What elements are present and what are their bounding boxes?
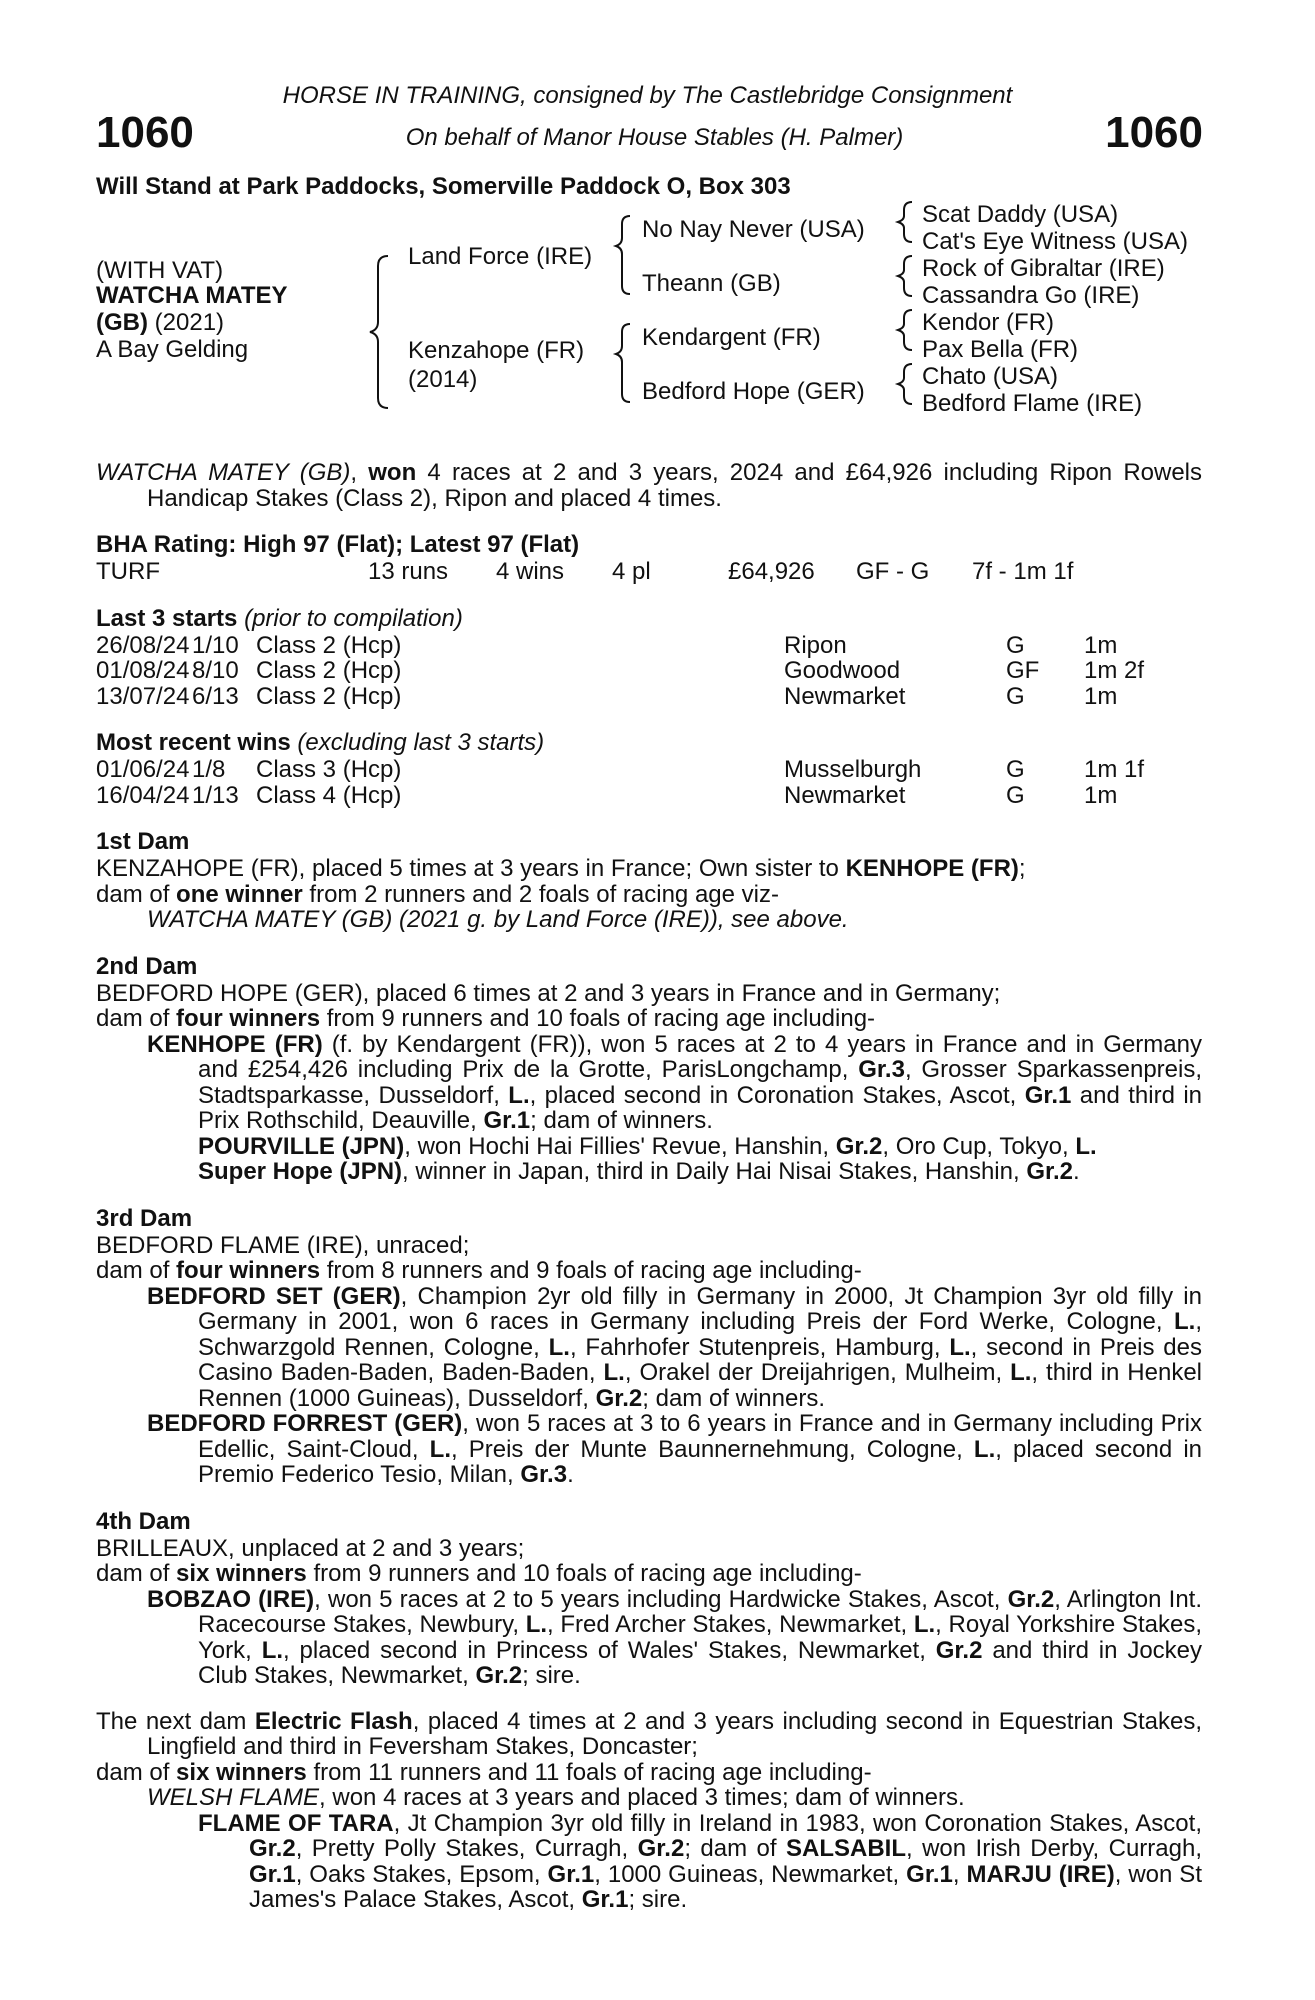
t: , Jt Champion 3yr old filly in Ireland in 1983, won Coronation Stakes, Ascot, (393, 1809, 1202, 1837)
t: , won 5 races at 3 to 6 years in France and in Germany including Prix Edellic, Saint-Cloud, (198, 1410, 1202, 1463)
last-3-title: Last 3 starts (96, 604, 238, 632)
race-dist: 1m 2f (1084, 657, 1145, 684)
t: The next dam (96, 1707, 255, 1735)
summary-rest: 4 races at 2 and 3 years, 2024 and £64,926 including Ripon Rowels Handicap Stakes (Class 2), Ripon and placed 4 times. (147, 459, 1203, 512)
dam1-line3: WATCHA MATEY (GB) (2021 g. by Land Force (IRE)), see above. (147, 906, 849, 933)
super-hope-entry (96, 1159, 1202, 1185)
t: Gr.2 (1026, 1158, 1074, 1185)
race-pos: 1/8 (192, 756, 226, 783)
t: dam of (96, 1005, 177, 1032)
t: L. (548, 1333, 570, 1361)
recent-wins-table (96, 757, 1202, 808)
t: , won St James's Palace Stakes, Ascot, (249, 1860, 1202, 1913)
ancestor: Bedford Flame (IRE) (922, 390, 1143, 417)
race-going: G (1006, 682, 1025, 710)
t: L. (525, 1611, 548, 1638)
dam2-line1: BEDFORD HOPE (GER), placed 6 times at 2 and 3 years in France and in Germany; (96, 979, 1001, 1007)
bobzao-entry (96, 1587, 1202, 1689)
t: Gr.2 (835, 1132, 883, 1160)
sire: Land Force (IRE) (408, 243, 593, 270)
race-dist: 1m (1084, 682, 1118, 710)
t: L. (973, 1435, 996, 1463)
lot-number-left: 1060 (96, 108, 194, 157)
race-course: Goodwood (784, 657, 901, 684)
sire-dam: Theann (GB) (642, 270, 781, 297)
t: one winner (176, 880, 303, 908)
t: Gr.2 (249, 1835, 296, 1862)
race-course: Ripon (784, 631, 847, 659)
race-course: Newmarket (784, 682, 906, 710)
t: dam of (96, 1758, 177, 1786)
t: L. (1075, 1132, 1097, 1160)
t: ; sire. (628, 1886, 688, 1913)
ancestor: Kendor (FR) (922, 309, 1055, 336)
t: Gr.2 (637, 1835, 685, 1862)
t: from 2 runners and 2 foals of racing age viz- (302, 880, 779, 908)
t: Electric Flash (254, 1707, 413, 1735)
race-cls: Class 3 (Hcp) (256, 756, 402, 783)
t: six winners (176, 1560, 307, 1587)
t: . (567, 1461, 574, 1488)
vat-label: (WITH VAT) (96, 257, 224, 284)
race-pos: 1/13 (192, 781, 239, 809)
t: , won Hochi Hai Fillies' Revue, Hanshin, (404, 1132, 836, 1160)
ancestor: Cat's Eye Witness (USA) (922, 228, 1188, 255)
recent-wins-title: Most recent wins (96, 729, 291, 756)
race-dist: 1m (1084, 631, 1118, 659)
t: BEDFORD SET (GER) (147, 1282, 401, 1310)
dam1-heading: 1st Dam (96, 828, 190, 855)
next-dam-line (96, 1709, 1202, 1760)
flame-of-tara-entry (96, 1811, 1202, 1913)
lot-number-right: 1060 (1105, 108, 1203, 157)
t: Gr.3 (520, 1461, 568, 1488)
t: , Oro Cup, Tokyo, (882, 1132, 1076, 1160)
t: , won 5 races at 2 to 5 years including Hardwicke Stakes, Ascot, (314, 1585, 1008, 1613)
race-row (96, 757, 1202, 783)
ancestor: Pax Bella (FR) (922, 336, 1079, 363)
t: , Royal Yorkshire Stakes, York, (198, 1611, 1202, 1664)
t: from 9 runners and 10 foals of racing age including- (320, 1005, 876, 1032)
sire-sire: No Nay Never (USA) (642, 216, 865, 243)
kenhope-entry (96, 1032, 1202, 1134)
dam2-heading: 2nd Dam (96, 952, 198, 980)
pourville-entry (96, 1134, 1202, 1160)
t: ; dam of winners. (530, 1107, 713, 1134)
t: L. (603, 1359, 625, 1386)
t: , Orakel der Dreijahrigen, Mulheim, (624, 1359, 1011, 1386)
t: Gr.2 (935, 1636, 983, 1664)
t: L. (508, 1081, 530, 1109)
t: four winners (176, 1005, 321, 1032)
t: POURVILLE (JPN) (198, 1132, 405, 1160)
t: Gr.1 (906, 1860, 953, 1888)
race-going: GF (1006, 657, 1040, 684)
race-summary: WATCHA MATEY (GB), won 4 races at 2 and 3 years, 2024 and £64,926 including Ripon Rowels Handicap Stakes (Class 2), Ripon and placed 4 times. (96, 459, 1203, 512)
race-row (96, 684, 1202, 710)
summary-won: won (368, 459, 417, 486)
t: Gr.2 (1007, 1585, 1055, 1613)
race-date: 26/08/24 (96, 631, 190, 659)
last-3-heading (96, 605, 1202, 633)
t: Gr.3 (858, 1056, 905, 1083)
runs: 13 runs (368, 558, 449, 585)
dam3-heading: 3rd Dam (96, 1204, 193, 1232)
on-behalf-line: On behalf of Manor House Stables (H. Palmer) (405, 124, 904, 151)
t: KENZAHOPE (FR), placed 5 times at 3 years in France; Own sister to (96, 855, 846, 882)
horse-description: A Bay Gelding (96, 336, 249, 363)
surface: TURF (96, 558, 160, 585)
t: dam of (96, 1257, 177, 1284)
t: WELSH FLAME (147, 1784, 320, 1811)
t: Gr.1 (547, 1860, 595, 1888)
race-going: G (1006, 781, 1025, 809)
race-cls: Class 2 (Hcp) (256, 682, 402, 710)
next-dam-line2 (96, 1760, 1202, 1786)
race-cls: Class 4 (Hcp) (256, 781, 402, 809)
going-range: GF - G (856, 558, 930, 585)
t: L. (1174, 1308, 1196, 1335)
t: , Fahrhofer Stutenpreis, Hamburg, (569, 1333, 950, 1361)
t: ; sire. (522, 1662, 581, 1689)
earnings: £64,926 (728, 558, 815, 585)
t: BEDFORD FORREST (GER) (147, 1410, 463, 1437)
t: and third in Prix Rothschild, Deauville, (198, 1081, 1203, 1134)
race-date: 16/04/24 (96, 781, 190, 809)
t: , winner in Japan, third in Daily Hai Nisai Stakes, Hanshin, (402, 1158, 1027, 1185)
race-cls: Class 2 (Hcp) (256, 631, 402, 659)
ancestor: Cassandra Go (IRE) (922, 282, 1140, 309)
t: . (1073, 1158, 1080, 1185)
t: , Fred Archer Stakes, Newmarket, (547, 1611, 914, 1638)
recent-wins-heading (96, 729, 1202, 757)
horse-origin: (GB) (96, 309, 148, 336)
ancestor: Rock of Gibraltar (IRE) (922, 255, 1165, 282)
t: four winners (176, 1257, 321, 1284)
t: , (952, 1860, 967, 1888)
t: , placed 4 times at 2 and 3 years including second in Equestrian Stakes, Lingfield and third in Feversham Stakes, Doncaster; (147, 1707, 1202, 1760)
t: , won 4 races at 3 years and placed 3 times; dam of winners. (319, 1784, 965, 1811)
t: , third in Henkel Rennen (1000 Guineas), Dusseldorf, (198, 1359, 1203, 1412)
consignment-line: HORSE IN TRAINING, consigned by The Castlebridge Consignment (282, 82, 1013, 109)
race-dist: 1m (1084, 781, 1118, 809)
last-3-note: (prior to compilation) (237, 604, 463, 632)
t: dam of (96, 880, 177, 908)
t: L. (1010, 1359, 1032, 1386)
t: , Champion 2yr old filly in Germany in 2000, Jt Champion 3yr old filly in Germany in 2001, won 6 races in Germany including Preis der Ford Werke, Cologne, (198, 1282, 1202, 1335)
dam1-line1 (96, 856, 1202, 882)
race-course: Newmarket (784, 781, 906, 809)
t: , Oaks Stakes, Epsom, (295, 1860, 548, 1888)
t: dam of (96, 1560, 177, 1587)
bedford-set-entry (96, 1284, 1202, 1412)
horse-year: (2021) (147, 309, 225, 336)
t: Gr.1 (249, 1860, 296, 1888)
t: (f. by Kendargent (FR)), won 5 races at 2 to 4 years in France and in Germany and £254,426 including Prix de la Grotte, ParisLongchamp, (198, 1030, 1202, 1083)
t: Gr.1 (483, 1107, 531, 1134)
dam4-heading: 4th Dam (96, 1507, 191, 1535)
t: L. (261, 1636, 284, 1664)
t: FLAME OF TARA (198, 1809, 394, 1837)
race-pos: 8/10 (192, 657, 239, 684)
dam: Kenzahope (FR) (408, 337, 585, 364)
race-row (96, 658, 1202, 684)
race-course: Musselburgh (784, 756, 922, 783)
catalogue-body (96, 460, 1202, 1913)
ancestor: Chato (USA) (922, 363, 1059, 390)
t: BOBZAO (IRE) (147, 1585, 315, 1613)
dam4-line2 (96, 1561, 1202, 1587)
race-row (96, 633, 1202, 659)
t: SALSABIL (785, 1835, 906, 1862)
t: , second in Preis des Casino Baden-Baden, Baden-Baden, (198, 1333, 1202, 1386)
wins: 4 wins (496, 558, 565, 585)
race-pos: 6/13 (192, 682, 239, 710)
t: ; dam of (684, 1835, 786, 1862)
race-row (96, 783, 1202, 809)
race-pos: 1/10 (192, 631, 239, 659)
race-date: 01/08/24 (96, 657, 190, 684)
t: KENHOPE (FR) (147, 1030, 323, 1058)
horse-name: WATCHA MATEY (96, 282, 288, 309)
dam2-line2 (96, 1006, 1202, 1032)
race-date: 01/06/24 (96, 756, 190, 783)
t: , Grosser Sparkassenpreis, Stadtsparkasse, Dusseldorf, (198, 1056, 1203, 1109)
welsh-flame-entry (96, 1785, 1202, 1811)
last-3-table (96, 633, 1202, 710)
t: Gr.1 (581, 1886, 629, 1913)
bedford-forrest-entry (96, 1411, 1202, 1488)
t: Gr.2 (475, 1662, 523, 1689)
dam-year: (2014) (408, 366, 478, 393)
t: L. (949, 1333, 971, 1361)
t: L. (913, 1611, 936, 1638)
t: MARJU (IRE) (966, 1860, 1115, 1888)
recent-wins-note: (excluding last 3 starts) (290, 729, 545, 756)
t: , Schwarzgold Rennen, Cologne, (198, 1308, 1202, 1361)
t: ; dam of winners. (642, 1384, 826, 1412)
t: from 8 runners and 9 foals of racing age including- (320, 1257, 862, 1284)
t: Super Hope (JPN) (198, 1158, 403, 1185)
race-dist: 1m 1f (1084, 756, 1145, 783)
t: , 1000 Guineas, Newmarket, (594, 1860, 907, 1888)
t: ; (1018, 855, 1026, 882)
distance-range: 7f - 1m 1f (972, 558, 1074, 585)
stand-location: Will Stand at Park Paddocks, Somerville Paddock O, Box 303 (96, 173, 791, 200)
t: KENHOPE (FR) (845, 855, 1019, 882)
turf-record (96, 559, 1202, 585)
t: , Pretty Polly Stakes, Curragh, (295, 1835, 638, 1862)
t: , Preis der Munte Baunnernehmung, Cologne, (450, 1435, 974, 1463)
summary-horse: WATCHA MATEY (GB) (96, 459, 351, 486)
t: six winners (176, 1758, 307, 1786)
t: , placed second in Princess of Wales' Stakes, Newmarket, (283, 1636, 936, 1664)
t: , placed second in Premio Federico Tesio, Milan, (198, 1435, 1203, 1488)
dam4-line1: BRILLEAUX, unplaced at 2 and 3 years; (96, 1534, 525, 1562)
t: from 9 runners and 10 foals of racing age including- (306, 1560, 862, 1587)
dam1-line2 (96, 882, 1202, 908)
placed: 4 pl (612, 558, 651, 585)
t: , placed second in Coronation Stakes, Ascot, (529, 1081, 1025, 1109)
race-going: G (1006, 631, 1025, 659)
dam3-line2 (96, 1258, 1202, 1284)
dam-dam: Bedford Hope (GER) (642, 378, 865, 405)
t: from 11 runners and 11 foals of racing age including- (306, 1758, 872, 1786)
t: L. (429, 1435, 451, 1463)
ancestor: Scat Daddy (USA) (922, 201, 1119, 228)
t: , Arlington Int. Racecourse Stakes, Newbury, (198, 1585, 1203, 1638)
race-date: 13/07/24 (96, 682, 190, 710)
t: Gr.1 (1024, 1081, 1072, 1109)
dam3-line1: BEDFORD FLAME (IRE), unraced; (96, 1231, 470, 1259)
bha-rating: BHA Rating: High 97 (Flat); Latest 97 (Flat) (96, 531, 580, 558)
t: , won Irish Derby, Curragh, (905, 1835, 1203, 1862)
race-going: G (1006, 756, 1025, 783)
race-cls: Class 2 (Hcp) (256, 657, 402, 684)
t: Gr.2 (595, 1384, 643, 1412)
dam-sire: Kendargent (FR) (642, 324, 821, 351)
t: and third in Jockey Club Stakes, Newmarket, (198, 1636, 1203, 1689)
